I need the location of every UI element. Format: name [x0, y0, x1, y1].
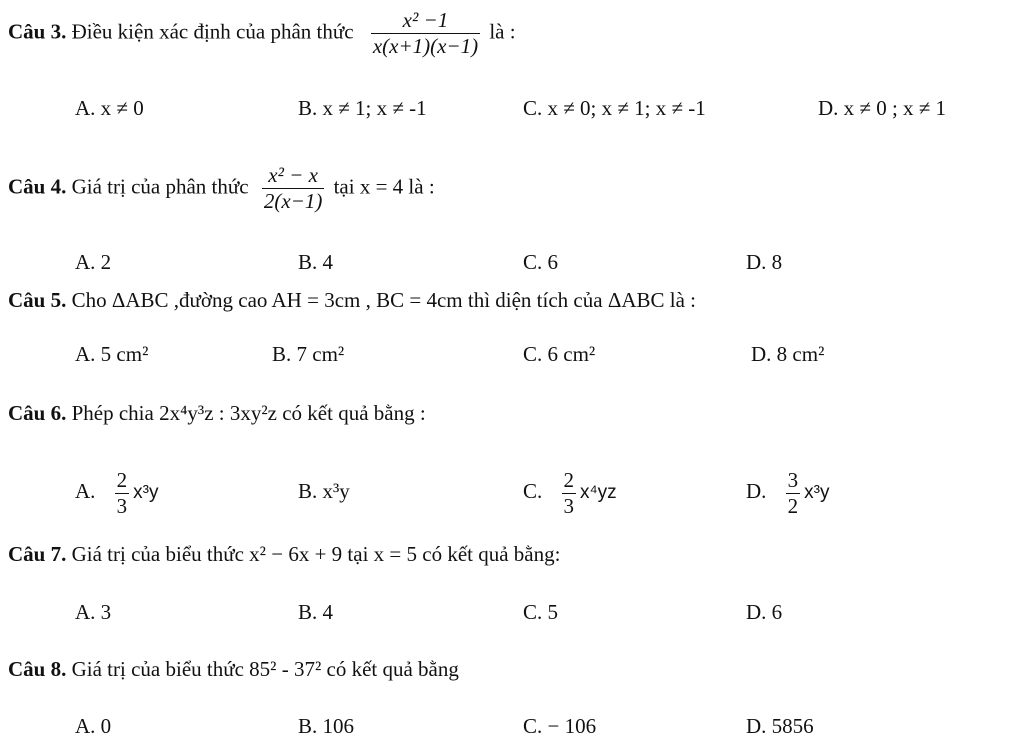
- question-5-label: Câu 5.: [8, 288, 67, 312]
- question-6-label: Câu 6.: [8, 401, 67, 425]
- q6-option-a-fraction: [115, 467, 130, 518]
- question-3: [8, 8, 516, 58]
- q3-option-b[interactable]: B. x ≠ 1; x ≠ -1: [298, 96, 427, 120]
- question-4: [8, 163, 435, 213]
- question-5: [8, 284, 696, 316]
- q6-option-c-fraction: [562, 467, 577, 518]
- q8-option-c[interactable]: C. − 106: [523, 714, 597, 738]
- question-6: [8, 397, 426, 429]
- question-7: [8, 538, 560, 570]
- q6-option-c-rest: x⁴yz: [580, 482, 617, 503]
- question-3-text: Điều kiện xác định của phân thức: [71, 19, 354, 44]
- question-7-label: Câu 7.: [8, 542, 67, 566]
- q6-option-d[interactable]: [746, 466, 830, 516]
- q5-option-a[interactable]: A. 5 cm²: [75, 342, 149, 366]
- q4-option-b[interactable]: B. 4: [298, 250, 334, 274]
- q3-option-d[interactable]: D. x ≠ 0 ; x ≠ 1: [818, 96, 947, 120]
- q6-option-d-denominator: 2: [787, 493, 799, 518]
- q8-option-a[interactable]: A. 0: [75, 714, 112, 738]
- q6-option-c-numerator: 2: [563, 467, 575, 492]
- question-8: [8, 653, 459, 685]
- question-3-fraction-numerator: x² −1: [402, 8, 449, 32]
- question-8-label: Câu 8.: [8, 657, 67, 681]
- q6-option-c[interactable]: [523, 466, 617, 516]
- q4-option-c[interactable]: C. 6: [523, 250, 559, 274]
- question-4-label: Câu 4.: [8, 174, 67, 199]
- q6-option-b[interactable]: B. x³y: [298, 479, 350, 503]
- q6-option-a[interactable]: [75, 466, 159, 516]
- question-8-text: Giá trị của biểu thức 85² - 37² có kết quả bằng: [71, 657, 459, 681]
- q3-option-c[interactable]: C. x ≠ 0; x ≠ 1; x ≠ -1: [523, 96, 706, 120]
- q6-option-c-denominator: 3: [563, 493, 575, 518]
- question-3-fraction-denominator: x(x+1)(x−1): [372, 34, 479, 58]
- q6-option-d-fraction: [786, 467, 801, 518]
- question-3-tail: là :: [489, 19, 516, 44]
- q5-option-b[interactable]: B. 7 cm²: [272, 342, 345, 366]
- q4-option-a[interactable]: A. 2: [75, 250, 112, 274]
- q3-option-a[interactable]: A. x ≠ 0: [75, 96, 144, 120]
- q6-option-d-rest: x³y: [804, 482, 830, 503]
- q6-option-a-prefix: A.: [75, 479, 96, 503]
- q7-option-c[interactable]: C. 5: [523, 600, 559, 624]
- question-7-text: Giá trị của biểu thức x² − 6x + 9 tại x = 5 có kết quả bằng:: [71, 542, 561, 566]
- q5-option-c[interactable]: C. 6 cm²: [523, 342, 596, 366]
- question-5-text: Cho ΔABC ,đường cao AH = 3cm , BC = 4cm thì diện tích của ΔABC là :: [71, 288, 696, 312]
- q5-option-d[interactable]: D. 8 cm²: [751, 342, 825, 366]
- q6-option-d-numerator: 3: [787, 467, 799, 492]
- q4-option-d[interactable]: D. 8: [746, 250, 783, 274]
- q6-option-a-denominator: 3: [116, 493, 128, 518]
- question-3-fraction: [371, 10, 480, 57]
- q8-option-b[interactable]: B. 106: [298, 714, 355, 738]
- q7-option-a[interactable]: A. 3: [75, 600, 112, 624]
- q6-option-a-rest: x³y: [133, 482, 159, 503]
- q6-option-c-prefix: C.: [523, 479, 543, 503]
- q6-option-d-prefix: D.: [746, 479, 767, 503]
- question-4-fraction-denominator: 2(x−1): [263, 189, 323, 213]
- question-4-fraction-numerator: x² − x: [268, 163, 318, 187]
- question-4-fraction: [262, 165, 324, 212]
- q7-option-b[interactable]: B. 4: [298, 600, 334, 624]
- q8-option-d[interactable]: D. 5856: [746, 714, 814, 738]
- question-4-tail: tại x = 4 là :: [333, 174, 435, 199]
- question-3-label: Câu 3.: [8, 19, 67, 44]
- question-4-text: Giá trị của phân thức: [71, 174, 249, 199]
- question-6-text: Phép chia 2x⁴y³z : 3xy²z có kết quả bằng :: [71, 401, 426, 425]
- q6-option-a-numerator: 2: [116, 467, 128, 492]
- q7-option-d[interactable]: D. 6: [746, 600, 783, 624]
